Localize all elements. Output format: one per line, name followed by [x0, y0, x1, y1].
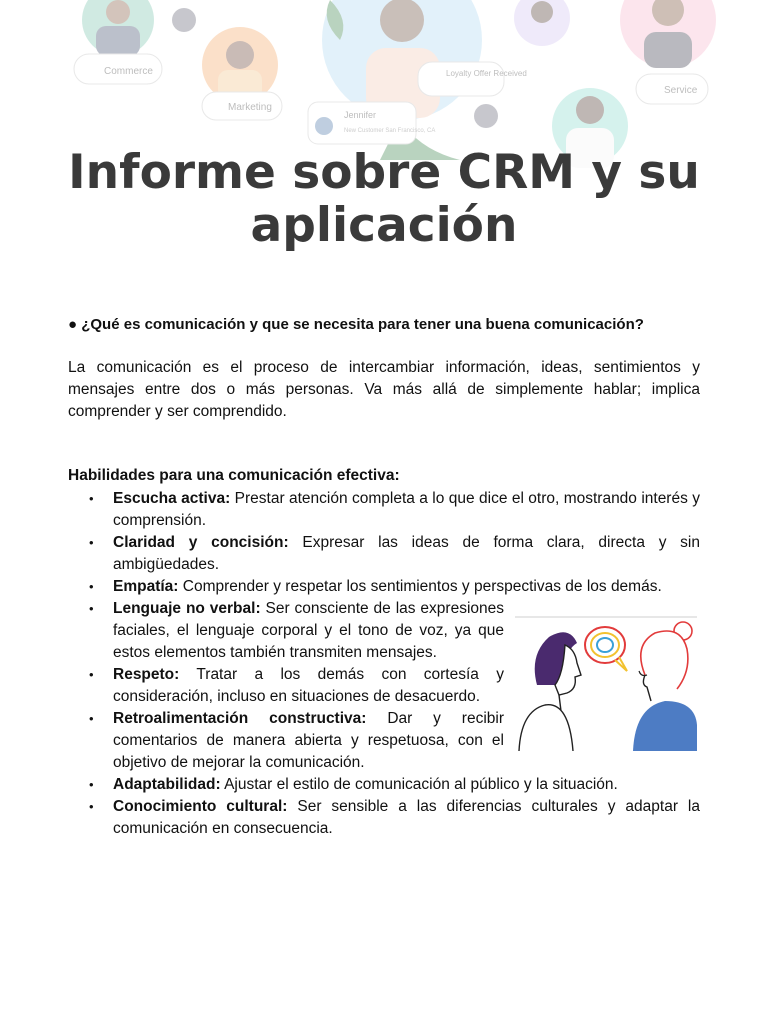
chip-marketing: Marketing — [228, 102, 272, 113]
skill-text: Comprender y respetar los sentimientos y perspectivas de los demás. — [178, 578, 662, 595]
skill-term: Empatía: — [113, 578, 179, 595]
list-item — [68, 576, 700, 598]
skill-term: Lenguaje no verbal: — [113, 600, 261, 617]
skill-text: Prestar atención completa a lo que dice el otro, mostrando interés y comprensión. — [113, 490, 700, 529]
skill-term: Claridad y concisión: — [113, 534, 289, 551]
list-item — [68, 532, 700, 576]
question-heading: ● ¿Qué es comunicación y que se necesita para tener una buena comunicación? — [68, 316, 644, 333]
skill-text: Dar y recibir comentarios de manera abierta y respetuosa, con el objetivo de mejorar la comunicación. — [113, 710, 504, 771]
chip-service: Service — [664, 85, 698, 96]
list-item — [68, 796, 700, 840]
user-icon — [315, 117, 333, 135]
skill-term: Conocimiento cultural: — [113, 798, 288, 815]
speech-bubble-icon — [585, 627, 627, 671]
list-item — [68, 708, 504, 774]
skill-text: Ser consciente de las expresiones faciales, el lenguaje corporal y el tono de voz, ya que estos elementos también transmiten mensajes. — [113, 600, 505, 661]
definition-paragraph: La comunicación es el proceso de intercambiar información, ideas, sentimientos y mensajes entre dos o más personas. Va más allá de simplemente hablar; implica comprender y ser comprendido. — [68, 359, 700, 420]
skill-term: Escucha activa: — [113, 490, 231, 507]
chip-loyalty: Loyalty Offer Received — [446, 69, 527, 78]
list-item — [68, 598, 504, 664]
page-title: Informe sobre CRM y su aplicación — [68, 145, 700, 253]
skill-text: Tratar a los demás con cortesía y consideración, incluso en situaciones de desacuerdo. — [113, 666, 504, 705]
skill-text: Expresar las ideas de forma clara, directa y sin ambigüedades. — [113, 534, 700, 573]
skill-term: Adaptabilidad: — [113, 776, 221, 793]
skill-term: Retroalimentación constructiva: — [113, 710, 367, 727]
skill-text: Ajustar el estilo de comunicación al público y la situación. — [220, 776, 618, 793]
chip-jennifer-sub: New Customer San Francisco, CA — [344, 128, 436, 134]
skill-term: Respeto: — [113, 666, 180, 683]
list-item — [68, 664, 504, 708]
chip-commerce: Commerce — [104, 66, 153, 77]
list-item — [68, 774, 700, 796]
lightbulb-icon — [172, 8, 196, 32]
person-right-shirt — [633, 701, 697, 751]
list-item — [68, 488, 700, 532]
skill-text: Ser sensible a las diferencias culturales y adaptar la comunicación en consecuencia. — [113, 798, 700, 837]
chip-jennifer: Jennifer — [344, 110, 377, 120]
communication-illustration — [515, 615, 697, 751]
card-icon — [474, 104, 498, 128]
section-heading: Habilidades para una comunicación efectiva: — [68, 467, 400, 484]
